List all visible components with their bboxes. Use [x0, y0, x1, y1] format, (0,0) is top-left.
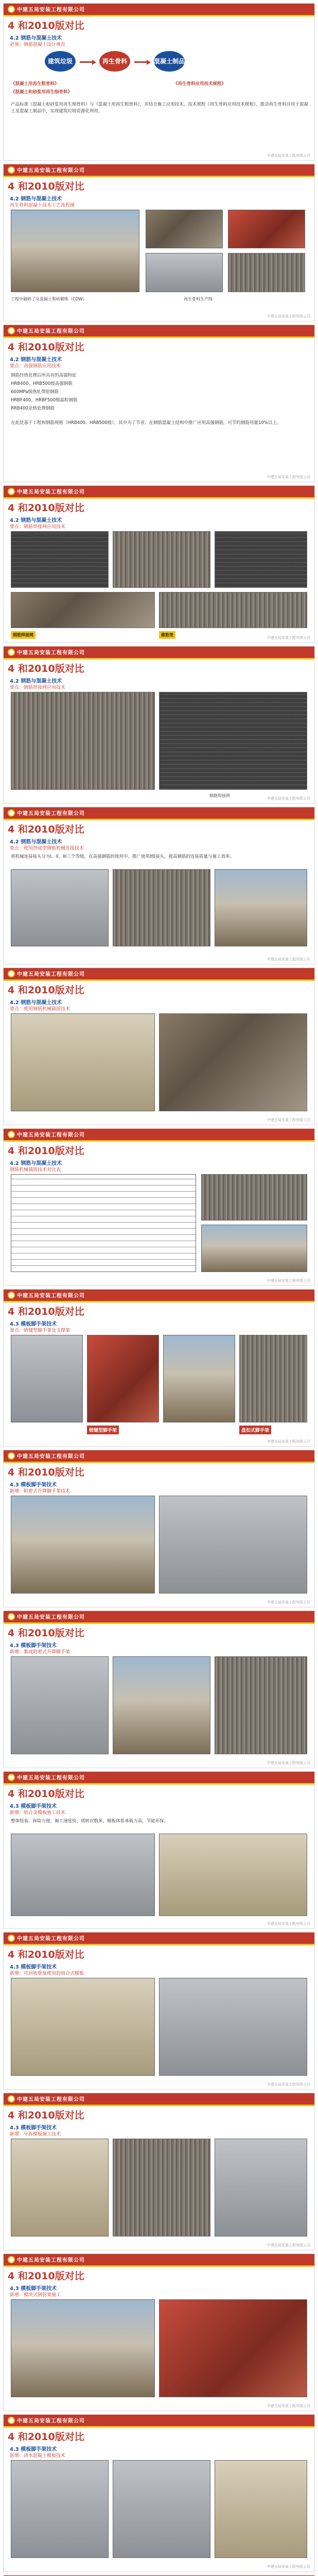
photo — [11, 1834, 155, 1916]
section-subtitle: 再生骨料混凝土技术工艺流程图 — [10, 203, 75, 208]
slide-15: 中建五局安装工程有限公司 4 和2010版对比 4.3 模板脚手架技术 新增：模块式钢管架施工 中建五局安装工程有限公司 — [3, 2253, 315, 2411]
section-subtitle: 要点：使用热成型钢筋机械连接技术 — [10, 846, 84, 851]
header-bar: 中建五局安装工程有限公司 — [4, 968, 314, 979]
section-title: 4.3 模板脚手架技术 — [10, 1321, 57, 1327]
section-subtitle: 要点：高强钢筋应用技术 — [10, 364, 61, 369]
logo-icon — [8, 1452, 15, 1460]
photo — [159, 692, 307, 790]
photo — [228, 210, 305, 248]
slide-title: 4 和2010版对比 — [8, 2270, 84, 2282]
slide-title: 4 和2010版对比 — [8, 1628, 84, 1639]
photo — [201, 1225, 307, 1272]
photo — [159, 1978, 307, 2076]
logo-icon — [8, 327, 15, 334]
section-subtitle: 要点：钢筋焊接网应用技术 — [10, 524, 66, 530]
header-bar: 中建五局安装工程有限公司 — [4, 4, 314, 15]
photo — [87, 1335, 159, 1422]
photo — [159, 1013, 307, 1111]
caption: 钢筋焊接网 — [11, 631, 36, 639]
section-title: 4.2 钢筋与混凝土技术 — [10, 679, 62, 684]
header-bar: 中建五局安装工程有限公司 — [4, 807, 314, 819]
header-bar: 中建五局安装工程有限公司 — [4, 1290, 314, 1301]
slide-title: 4 和2010版对比 — [8, 1467, 84, 1478]
section-title: 4.2 钢筋与混凝土技术 — [10, 196, 62, 202]
section-title: 4.3 模板脚手架技术 — [10, 1643, 57, 1649]
photo — [201, 1174, 307, 1221]
slide-title: 4 和2010版对比 — [8, 20, 84, 31]
table-image — [11, 1174, 196, 1272]
section-title: 4.2 钢筋与混凝土技术 — [10, 357, 62, 363]
slide-title: 4 和2010版对比 — [8, 1788, 84, 1800]
slide-title: 4 和2010版对比 — [8, 985, 84, 996]
bullet: 600MPa级热轧带肋钢筋 — [11, 389, 59, 395]
header-bar: 中建五局安装工程有限公司 — [4, 2254, 314, 2265]
slide-5: 中建五局安装工程有限公司 4 和2010版对比 4.2 钢筋与混凝土技术 要点：钢筋焊接网应用技术 钢筋焊接网 中建五局安装工程有限公司 — [3, 646, 315, 804]
section-subtitle: 钢筋机械锚固技术对比表 — [10, 1167, 61, 1173]
bullet: HRB400、HRB500级高强钢筋 — [11, 381, 73, 386]
logo-icon — [8, 1935, 15, 1942]
body-text: 产品标准《混凝土和砂浆用再生细骨料》与《混凝土用再生粗骨料》，并结合施工应用技术，技术规程《再生骨料应用技术规程》，推动再生骨料应用于混凝土及混凝土制品中，实现建筑垃圾资源化利用。 — [11, 102, 309, 114]
logo-icon — [8, 1131, 15, 1138]
header-bar: 中建五局安装工程有限公司 — [4, 2093, 314, 2105]
section-title: 4.3 模板脚手架技术 — [10, 1482, 57, 1488]
slide-13: 中建五局安装工程有限公司 4 和2010版对比 4.3 模板脚手架技术 新增：可回收重复使用的组合式模板 中建五局安装工程有限公司 — [3, 1932, 315, 2090]
caption: 工程中破碎了从混凝土和砖砌体（CDW） — [11, 297, 87, 301]
photo — [113, 2139, 210, 2236]
photo — [11, 1978, 155, 2076]
section-title: 4.3 模板脚手架技术 — [10, 2286, 57, 2292]
photo — [239, 1335, 307, 1422]
flow-step: 建筑垃圾 — [45, 51, 76, 72]
photo — [215, 2139, 307, 2236]
photo — [215, 1656, 307, 1754]
section-title: 4.3 模板脚手架技术 — [10, 1804, 57, 1809]
section-title: 4.2 钢筋与混凝土技术 — [10, 1161, 62, 1166]
slide-title: 4 和2010版对比 — [8, 502, 84, 514]
logo-icon — [8, 2256, 15, 2263]
body-text: 整体组装、拆除方便，施工速度快，周转次数多，模板体系承载力高，节能环保。 — [11, 1819, 169, 1824]
section-title: 4.3 模板脚手架技术 — [10, 2447, 57, 2452]
photo — [228, 253, 305, 292]
caption: 销键型脚手架 — [87, 1426, 119, 1434]
section-title: 4.2 钢筋与混凝土技术 — [10, 839, 62, 845]
body-text: 在此处基于工程和钢筋规格（HRB400、HRB500级），其中为了节省，在钢筋混凝土结构中推广应用高强钢筋，可节约钢筋用量10%以上。 — [11, 420, 281, 426]
header-bar: 中建五局安装工程有限公司 — [4, 1611, 314, 1622]
slide-title: 4 和2010版对比 — [8, 1145, 84, 1157]
photo — [215, 869, 307, 946]
slide-1: 中建五局安装工程有限公司 4 和2010版对比 4.2 钢筋与混凝土技术 必须：钢筋混凝土设计规范 建筑垃圾 再生骨料 混凝土制品 《混凝土用再生粗骨料》 《混凝土和砂浆用再生细骨料》 《再生骨料应用技术规程》 产品标准《混凝土和砂浆用再生细骨料》与《混凝土用再生粗骨料》，并结合施工应用技术，技术规程《再生骨料应用技术规程》，推动再生骨料应用于混凝土及混凝土制品中，实现建筑垃圾资源化利用。 中建五局安装工程有限公司 — [3, 3, 315, 161]
caption: 盘扣式脚手架 — [239, 1426, 271, 1434]
bullet: 《混凝土用再生粗骨料》 — [11, 81, 59, 87]
slide-2: 中建五局安装工程有限公司 4 和2010版对比 4.2 钢筋与混凝土技术 再生骨料混凝土技术工艺流程图 工程中破碎了从混凝土和砖砌体（CDW） 再生骨料生产线 中建五局安装工程有限公司 — [3, 164, 315, 321]
photo — [11, 2460, 109, 2558]
logo-icon — [8, 649, 15, 656]
section-title: 4.3 模板脚手架技术 — [10, 2125, 57, 2131]
header-bar: 中建五局安装工程有限公司 — [4, 486, 314, 497]
slide-title: 4 和2010版对比 — [8, 2110, 84, 2121]
photo — [11, 2299, 155, 2397]
photo — [215, 2460, 307, 2558]
slide-4: 中建五局安装工程有限公司 4 和2010版对比 4.2 钢筋与混凝土技术 要点：钢筋焊接网应用技术 钢筋焊接网 箍筋笼 中建五局安装工程有限公司 — [3, 485, 315, 643]
caption: 箍筋笼 — [159, 631, 175, 639]
logo-icon — [8, 1774, 15, 1781]
section-subtitle: 新增：早拆模板施工技术 — [10, 2132, 61, 2137]
photo — [11, 2139, 109, 2236]
header-bar: 中建五局安装工程有限公司 — [4, 2415, 314, 2426]
section-subtitle: 新增：附着式升降脚手架技术 — [10, 1489, 70, 1494]
section-title: 4.2 钢筋与混凝土技术 — [10, 36, 62, 41]
section-subtitle: 新增：铝合金模板施工技术 — [10, 1810, 66, 1816]
photo — [11, 1013, 155, 1111]
bullet: 《再生骨料应用技术规程》 — [173, 81, 226, 87]
photo — [11, 1656, 109, 1754]
header-bar: 中建五局安装工程有限公司 — [4, 1450, 314, 1462]
slide-16: 中建五局安装工程有限公司 4 和2010版对比 4.3 模板脚手架技术 新增：清水混凝土模板技术 中建五局安装工程有限公司 — [3, 2414, 315, 2572]
slide-title: 4 和2010版对比 — [8, 181, 84, 192]
logo-icon — [8, 809, 15, 817]
logo-icon — [8, 488, 15, 495]
slide-11: 中建五局安装工程有限公司 4 和2010版对比 4.3 模板脚手架技术 新增：集成附着式升降脚手架 中建五局安装工程有限公司 — [3, 1611, 315, 1768]
flow-step: 混凝土制品 — [154, 51, 185, 72]
slide-title: 4 和2010版对比 — [8, 824, 84, 835]
photo — [11, 592, 155, 628]
photo — [159, 1496, 307, 1594]
slide-title: 4 和2010版对比 — [8, 2431, 84, 2443]
photo — [113, 1656, 210, 1754]
photo — [163, 1335, 235, 1422]
section-subtitle: 新增：清水混凝土模板技术 — [10, 2453, 66, 2459]
section-subtitle: 要点：钢筋焊接网应用技术 — [10, 685, 66, 690]
bullet: 《混凝土和砂浆用再生细骨料》 — [11, 90, 73, 95]
header-bar: 中建五局安装工程有限公司 — [4, 647, 314, 658]
arrow-icon — [134, 61, 148, 63]
logo-icon — [8, 970, 15, 977]
section-title: 4.3 模板脚手架技术 — [10, 1964, 57, 1970]
slide-3: 中建五局安装工程有限公司 4 和2010版对比 4.2 钢筋与混凝土技术 要点：高强钢筋应用技术 钢筋经热处理后所具有的高强特征 HRB400、HRB500级高强钢筋 600MPa级热轧带肋钢筋 HRBF400、HRBF500细晶粒钢筋 RRB400余热处理钢筋 在此处基于工程和钢筋规格（HRB400、HRB500级），其中为了节省，在钢筋混凝土结构中推广应用高强钢筋，可节约钢筋用量10%以上。 中建五局安装工程有限公司 — [3, 325, 315, 482]
header-bar: 中建五局安装工程有限公司 — [4, 1933, 314, 1944]
slide-9: 中建五局安装工程有限公司 4 和2010版对比 4.3 模板脚手架技术 要点：销键型脚手架及支撑架 销键型脚手架 盘扣式脚手架 中建五局安装工程有限公司 — [3, 1289, 315, 1447]
arrow-icon — [80, 61, 93, 63]
section-subtitle: 要点：销键型脚手架及支撑架 — [10, 1328, 70, 1333]
slide-14: 中建五局安装工程有限公司 4 和2010版对比 4.3 模板脚手架技术 新增：早拆模板施工技术 中建五局安装工程有限公司 — [3, 2093, 315, 2250]
logo-icon — [8, 6, 15, 13]
section-subtitle: 新增：模块式钢管架施工 — [10, 2293, 61, 2298]
photo — [11, 692, 155, 790]
photo — [159, 1834, 307, 1916]
photo — [113, 2460, 210, 2558]
slide-7: 中建五局安装工程有限公司 4 和2010版对比 4.2 钢筋与混凝土技术 要点：使用钢筋机械锚固技术 中建五局安装工程有限公司 — [3, 968, 315, 1125]
photo — [113, 531, 210, 588]
caption: 钢筋焊接网 — [209, 793, 230, 798]
bullet: HRBF400、HRBF500细晶粒钢筋 — [11, 398, 78, 403]
slide-title: 4 和2010版对比 — [8, 1949, 84, 1960]
photo — [11, 531, 109, 588]
slide-title: 4 和2010版对比 — [8, 342, 84, 353]
flow-step: 再生骨料 — [99, 51, 130, 72]
slide-title: 4 和2010版对比 — [8, 663, 84, 674]
logo-icon — [8, 1292, 15, 1299]
section-subtitle: 新增：可回收重复使用的组合式模板 — [10, 1971, 84, 1976]
photo — [11, 1335, 83, 1422]
logo-icon — [8, 2417, 15, 2424]
section-title: 4.2 钢筋与混凝土技术 — [10, 518, 62, 523]
logo-icon — [8, 166, 15, 174]
logo-icon — [8, 2095, 15, 2103]
logo-icon — [8, 1613, 15, 1620]
slide-10: 中建五局安装工程有限公司 4 和2010版对比 4.3 模板脚手架技术 新增：附着式升降脚手架技术 中建五局安装工程有限公司 — [3, 1450, 315, 1607]
section-title: 4.2 钢筋与混凝土技术 — [10, 1000, 62, 1006]
header-bar: 中建五局安装工程有限公司 — [4, 1129, 314, 1140]
photo — [159, 592, 307, 628]
photo — [146, 210, 223, 248]
photo — [146, 253, 223, 292]
section-subtitle: 必须：钢筋混凝土设计规范 — [10, 42, 66, 47]
section-subtitle: 要点：使用钢筋机械锚固技术 — [10, 1007, 70, 1012]
photo — [11, 210, 139, 292]
section-subtitle: 新增：集成附着式升降脚手架 — [10, 1650, 70, 1655]
photo — [215, 531, 307, 588]
photo — [11, 869, 109, 946]
photo — [11, 1496, 155, 1594]
photo — [159, 2299, 307, 2397]
photo — [113, 869, 210, 946]
header-bar: 中建五局安装工程有限公司 — [4, 164, 314, 176]
header-bar: 中建五局安装工程有限公司 — [4, 1772, 314, 1783]
caption: 再生骨料生产线 — [184, 297, 213, 301]
header-bar: 中建五局安装工程有限公司 — [4, 325, 314, 336]
slide-title: 4 和2010版对比 — [8, 1306, 84, 1317]
slide-8: 中建五局安装工程有限公司 4 和2010版对比 4.2 钢筋与混凝土技术 钢筋机械锚固技术对比表 中建五局安装工程有限公司 — [3, 1128, 315, 1286]
bullet: RRB400余热处理钢筋 — [11, 406, 55, 411]
bullet: 钢筋经热处理后所具有的高强特征 — [11, 373, 77, 378]
slide-12: 中建五局安装工程有限公司 4 和2010版对比 4.3 模板脚手架技术 新增：铝合金模板施工技术 整体组装、拆除方便，施工速度快，周转次数多，模板体系承载力高，节能环保。 中建五局安装工程有限公司 — [3, 1771, 315, 1929]
body-text: 将机械连接接头分为I、II、III三个等级，在高强钢筋的使用中，推广使用I级接头，提高钢筋的连接质量与施工效率。 — [11, 854, 235, 859]
slide-6: 中建五局安装工程有限公司 4 和2010版对比 4.2 钢筋与混凝土技术 要点：使用热成型钢筋机械连接技术 将机械连接接头分为I、II、III三个等级，在高强钢筋的使用中，推广使用I级接头，提高钢筋的连接质量与施工效率。 中建五局安装工程有限公司 — [3, 807, 315, 964]
